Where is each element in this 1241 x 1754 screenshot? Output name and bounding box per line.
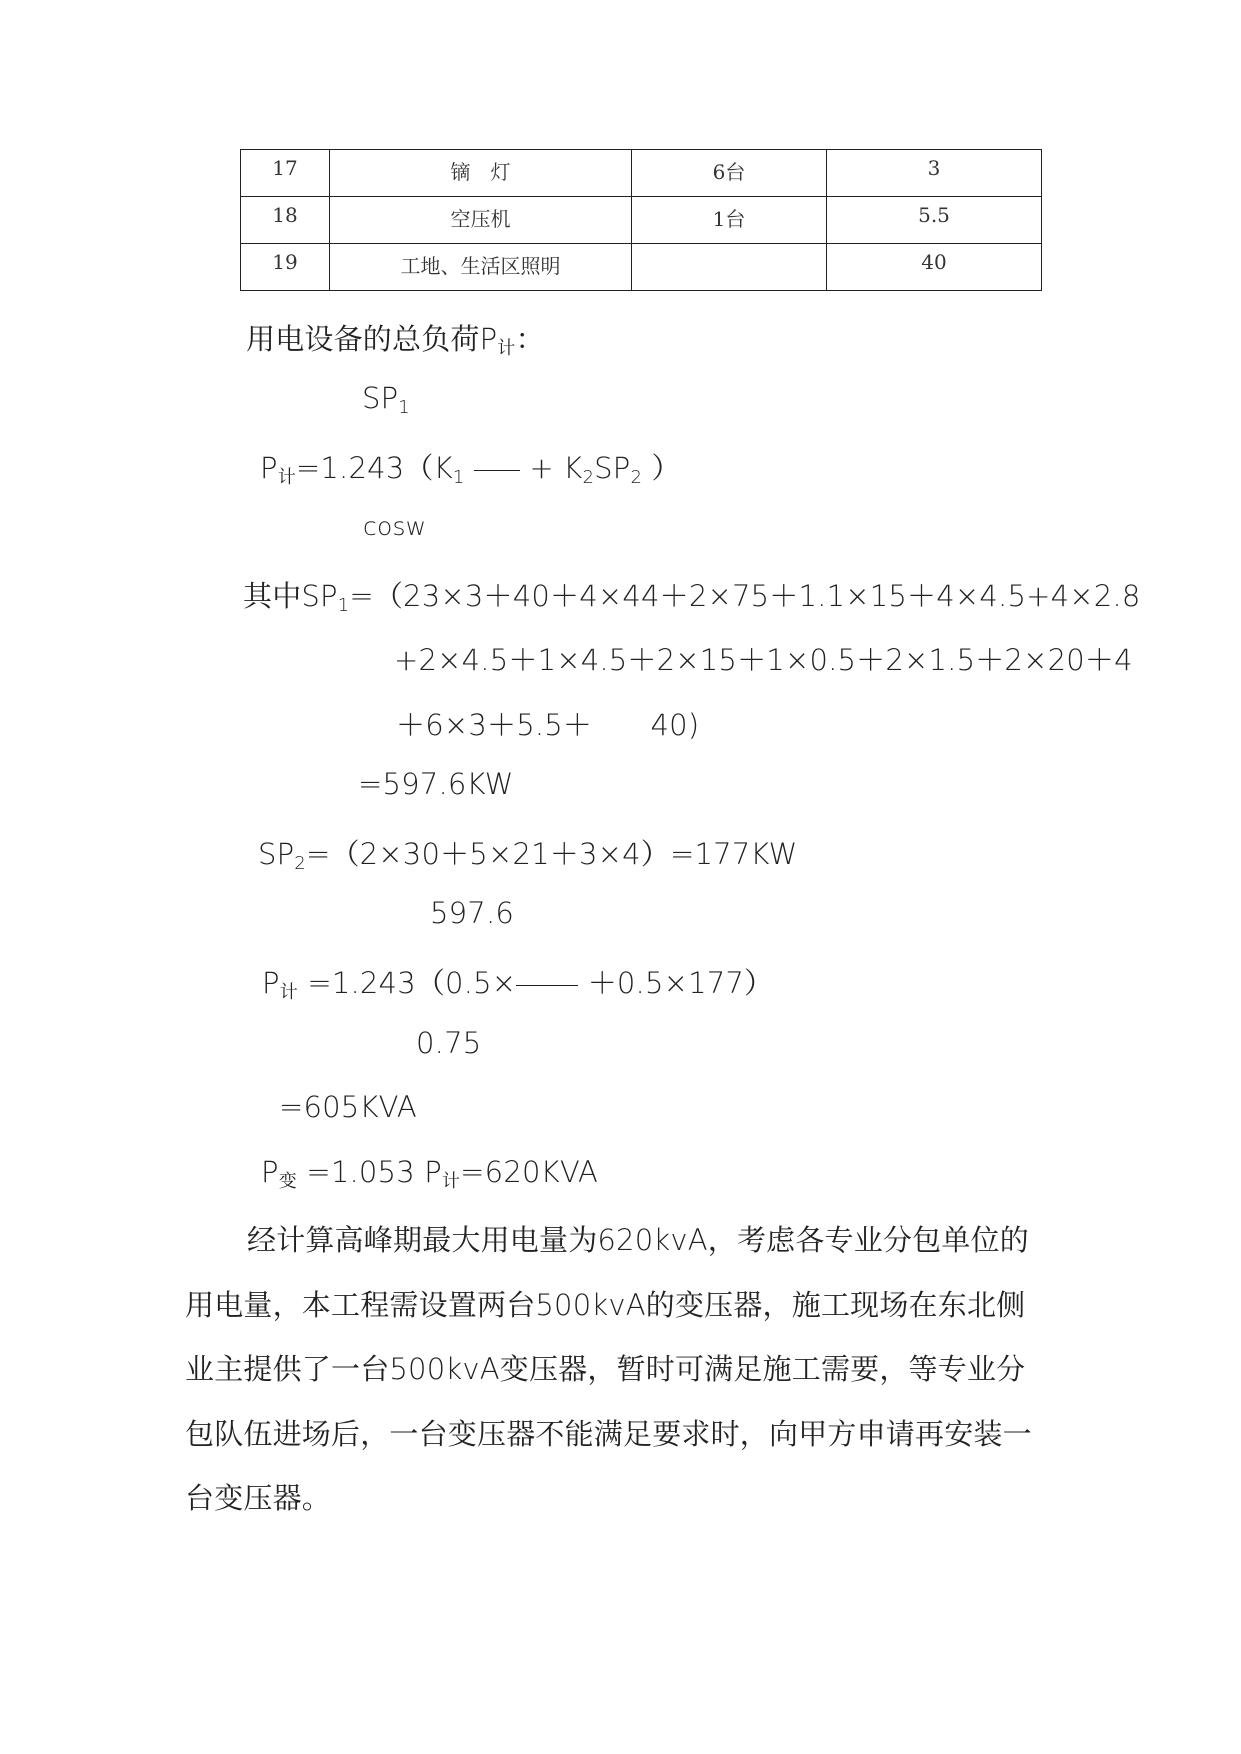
f1-plus: + K — [529, 451, 583, 485]
heading-sub: 计 — [497, 338, 516, 359]
cell-no: 18 — [241, 197, 330, 244]
paragraph-line: 用电量，本工程需设置两台500kvA的变压器，施工现场在东北侧 — [185, 1288, 1026, 1322]
f2-right: ＋0.5×177） — [587, 966, 774, 1000]
cell-no: 19 — [241, 244, 330, 291]
cell-name: 镝 灯 — [330, 150, 632, 197]
table-row — [241, 197, 1042, 244]
cell-no: 17 — [241, 150, 330, 197]
sp1-prefix: 其中SP — [243, 579, 338, 613]
f1-k2-sub: 2 — [582, 467, 595, 488]
pbian-mid: =1.053 P — [306, 1155, 442, 1189]
pbian-sub: 变 — [278, 1171, 297, 1192]
cell-qty: 1台 — [632, 197, 827, 244]
sp1-line1 — [243, 574, 1140, 615]
formula2-numerator: 597.6 — [430, 896, 515, 930]
sp1-sub: 1 — [337, 595, 350, 616]
formula1-main — [260, 446, 681, 487]
cell-qty — [632, 244, 827, 291]
table-row — [241, 244, 1042, 291]
f1-k1-sub: 1 — [452, 467, 465, 488]
f1-lhs-sub: 计 — [277, 467, 296, 488]
total-load-heading — [246, 317, 545, 358]
formula1-denominator: cosw — [363, 512, 427, 541]
sp1-result: =597.6KW — [358, 767, 514, 801]
fraction-bar — [474, 470, 520, 471]
sp1-line1-text: =（23×3＋40＋4×44＋2×75＋1.1×15＋4×4.5+4×2.8 — [349, 579, 1141, 613]
table-row — [241, 150, 1042, 197]
pbian-mid-sub: 计 — [441, 1171, 461, 1192]
sp2-prefix: SP — [258, 837, 295, 871]
equipment-table — [240, 149, 1042, 291]
fraction-bar — [516, 985, 578, 986]
formula1-numerator — [362, 381, 410, 418]
f2-lhs-sub: 计 — [279, 982, 298, 1003]
paragraph-line: 经计算高峰期最大用电量为620kvA，考虑各专业分包单位的 — [247, 1223, 1029, 1257]
f1-close: ） — [651, 451, 681, 485]
cell-power: 5.5 — [827, 197, 1042, 244]
pbian-result: =620KVA — [460, 1155, 599, 1189]
cell-qty: 6台 — [632, 150, 827, 197]
sp1-line2: +2×4.5＋1×4.5＋2×15＋1×0.5＋2×1.5＋2×20＋4 — [394, 643, 1133, 677]
heading-colon: ： — [515, 322, 545, 356]
f1-num-text: SP — [362, 381, 399, 415]
paragraph-line: 包队伍进场后，一台变压器不能满足要求时，向甲方申请再安装一 — [185, 1417, 1032, 1451]
paragraph-line: 台变压器。 — [185, 1481, 332, 1515]
cell-power: 40 — [827, 244, 1042, 291]
heading-text: 用电设备的总负荷P — [246, 322, 498, 356]
formula2-denominator: 0.75 — [416, 1026, 482, 1060]
cell-name: 工地、生活区照明 — [330, 244, 632, 291]
sp1-line3: ＋6×3＋5.5＋ 40) — [396, 708, 700, 742]
f1-num-sub: 1 — [398, 397, 410, 418]
f1-eq: =1.243（K — [295, 451, 453, 485]
sp2-sub: 2 — [294, 853, 306, 874]
f1-sp: SP — [594, 451, 631, 485]
cell-name: 空压机 — [330, 197, 632, 244]
f2-left: =1.243（0.5× — [307, 966, 517, 1000]
f1-sp-sub: 2 — [630, 467, 643, 488]
paragraph-line: 业主提供了一台500kvA变压器，暂时可满足施工需要，等专业分 — [185, 1352, 1026, 1386]
sp2-expr: =（2×30＋5×21＋3×4）=177KW — [305, 837, 798, 871]
formula2-result: =605KVA — [279, 1090, 417, 1124]
pbian-lhs: P — [261, 1155, 279, 1189]
f1-lhs: P — [260, 451, 278, 485]
f2-lhs: P — [262, 966, 280, 1000]
sp2-line — [258, 832, 797, 873]
transformer-load — [261, 1155, 599, 1192]
formula2-main — [262, 961, 773, 1002]
cell-power: 3 — [827, 150, 1042, 197]
